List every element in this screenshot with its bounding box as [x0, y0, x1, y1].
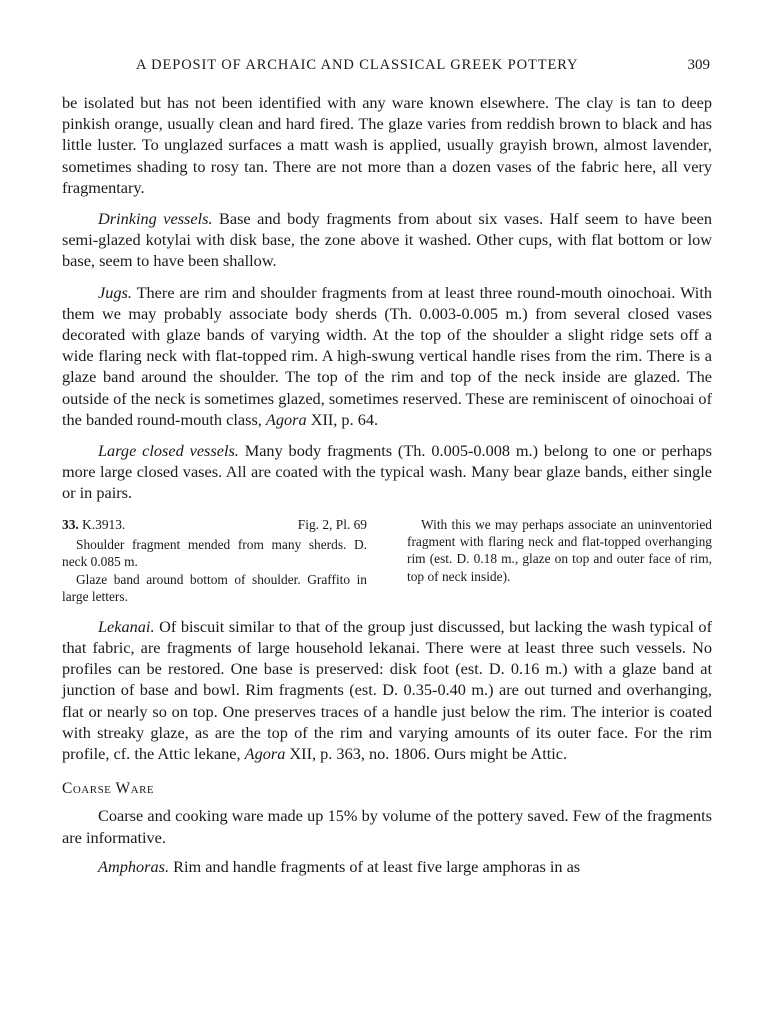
subheading-lekanai: Lekanai.	[98, 616, 155, 636]
lekanai-reference-title: Agora	[244, 743, 286, 763]
section-heading-coarse-ware: Coarse Ware	[62, 780, 155, 798]
article-body	[62, 92, 712, 877]
lekanai-reference-tail: XII, p. 363, no. 1806. Ours might be Attic.	[285, 743, 568, 763]
large-closed-vessels-text: Many body fragments (Th. 0.005-0.008 m.) belong to one or perhaps more large closed vases. All are coated with the typical wash. Many bear glaze bands, either single or in pairs.	[62, 441, 712, 503]
jugs-text: There are rim and shoulder fragments from at least three round-mouth oinochoai. With them we may probably associate body sherds (Th. 0.003-0.005 m.) from several closed vases decorated with glaze bands of varying width. At the top of the shoulder a slight ridge sets off a wide flaring neck with flat-topped rim. A high-swung vertical handle rises from the rim. There is a glaze band around the shoulder. The top of the rim and top of the neck inside are glazed. The outside of the neck is sometimes glazed, sometimes reserved. These are reminiscent of oinochoai of the banded round-mouth class,	[62, 282, 712, 429]
catalog-id	[62, 516, 125, 533]
paragraph-jugs	[62, 282, 712, 430]
catalog-left-column	[62, 516, 367, 606]
subheading-amphoras: Amphoras.	[98, 856, 170, 876]
running-title: A DEPOSIT OF ARCHAIC AND CLASSICAL GREEK POTTERY	[136, 57, 579, 73]
catalog-inventory: K.3913.	[82, 516, 126, 532]
catalog-association-note: With this we may perhaps associate an uninventoried fragment with flaring neck and flat-topped overhanging rim (est. D. 0.18 m., glaze on top and outer face of rim, top of neck inside).	[407, 516, 712, 584]
jugs-reference-title: Agora	[265, 409, 307, 429]
catalog-entry	[62, 516, 712, 606]
page-number: 309	[687, 57, 710, 73]
paragraph-coarse-ware: Coarse and cooking ware made up 15% by volume of the pottery saved. Few of the fragments are informative.	[62, 806, 712, 847]
jugs-reference-tail: XII, p. 64.	[306, 409, 379, 429]
catalog-heading	[62, 516, 367, 533]
paragraph-large-closed-vessels	[62, 440, 712, 504]
catalog-figure-ref: Fig. 2, Pl. 69	[297, 516, 367, 532]
catalog-right-column	[407, 516, 712, 606]
catalog-number: 33.	[62, 516, 79, 532]
drinking-vessels-text: Base and body fragments from about six vases. Half seem to have been semi-glazed kotylai with disk base, the zone above it washed. Other cups, with flat bottom or low base, seem to have been shallow.	[62, 209, 712, 271]
paragraph-drinking-vessels	[62, 208, 712, 272]
subheading-jugs: Jugs.	[98, 282, 132, 302]
running-header	[62, 57, 712, 77]
subheading-large-closed-vessels: Large closed vessels.	[98, 441, 239, 461]
paragraph-continuation: be isolated but has not been identified with any ware known elsewhere. The clay is tan to deep pinkish orange, usually clean and hard fired. The glaze varies from reddish brown to black and has little luster. To unglazed surfaces a matt wash is applied, usually grayish brown, almost lavender, sometimes shading to rosy tan. There are not more than a dozen vases of the fabric here, all very fragmentary.	[62, 93, 712, 197]
amphoras-text: Rim and handle fragments of at least five large amphoras in as	[169, 856, 581, 876]
subheading-drinking-vessels: Drinking vessels.	[98, 209, 213, 229]
catalog-decoration: Glaze band around bottom of shoulder. Graffito in large letters.	[62, 571, 367, 605]
paragraph-lekanai	[62, 616, 712, 764]
paragraph-amphoras	[62, 856, 712, 877]
lekanai-text: Of biscuit similar to that of the group just discussed, but lacking the wash typical of that fabric, are fragments of large household lekanai. There were at least three such vessels. No profiles can be restored. One base is preserved: disk foot (est. D. 0.16 m.) with a glaze band at junction of base and bowl. Rim fragments (est. D. 0.35-0.40 m.) are out turned and overhanging, flat or nearly so on top. One preserves traces of a handle just below the rim. The interior is coated with streaky glaze, as are the top of the rim and varying amounts of its outer face. For the rim profile, cf. the Attic lekane,	[62, 616, 712, 763]
catalog-description: Shoulder fragment mended from many sherds. D. neck 0.085 m.	[62, 537, 367, 570]
